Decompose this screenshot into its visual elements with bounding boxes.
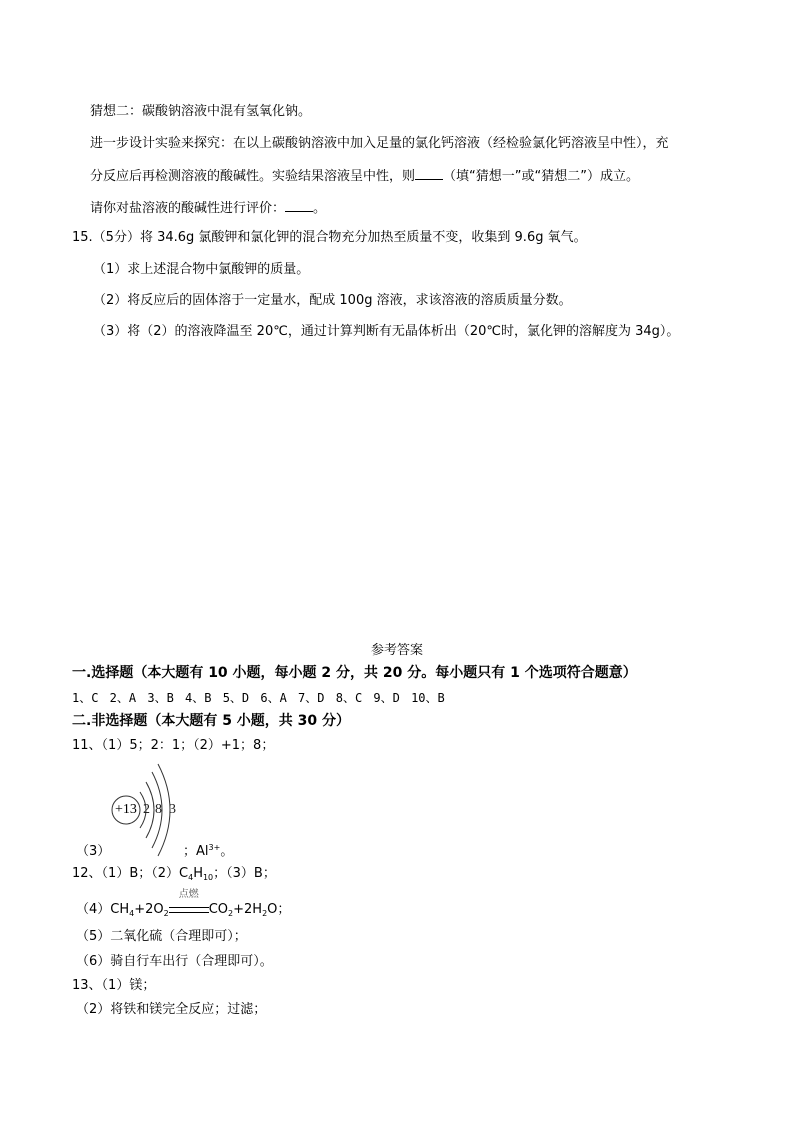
eq-o2: +2O	[134, 902, 164, 917]
q12-sub-4: 4	[188, 873, 194, 882]
eq-sub: 2	[163, 909, 169, 918]
q11-line1: 11、（1）5；2：1；（2）+1；8；	[72, 738, 275, 753]
condition-text: 点燃	[178, 889, 199, 900]
eq-h: +2H	[233, 902, 263, 917]
q11-line3	[76, 844, 110, 860]
evaluate-blank[interactable]	[285, 199, 313, 212]
q11-part3-label: （3）	[76, 844, 111, 859]
hypothesis-two: 猜想二：碳酸钠溶液中混有氢氧化钠。	[90, 104, 312, 119]
q11-ion-charge: 3+	[208, 843, 221, 852]
q13-part1: 13、（1）镁；	[72, 978, 156, 993]
section-1-answers: 1、C 2、A 3、B 4、B 5、D 6、A 7、D 8、C 9、D 10、B	[72, 691, 445, 705]
q12-text-c: ；（3）B；	[213, 866, 276, 881]
shell-1-electrons: 2	[143, 802, 150, 817]
evaluate-prompt	[90, 199, 326, 217]
evaluate-period: 。	[313, 201, 327, 216]
question-15-stem: 15.（5分）将 34.6g 氯酸钾和氯化钾的混合物充分加热至质量不变，收集到 9.6g 氧气。	[72, 230, 587, 245]
q12-part6: （6）骑自行车出行（合理即可）。	[76, 954, 273, 969]
q11-ion	[183, 844, 233, 860]
eq-sub: 2	[262, 909, 268, 918]
q13-part2: （2）将铁和镁完全反应；过滤；	[76, 1002, 267, 1017]
eq-sub: 4	[129, 909, 135, 918]
q12-part5: （5）二氧化硫（合理即可）；	[76, 929, 247, 944]
q11-ion-text: ；Al	[183, 844, 209, 859]
evaluate-text: 请你对盐溶液的酸碱性进行评价：	[90, 201, 286, 216]
further-line2-text-b: （填“猜想一”或“猜想二”）成立。	[443, 169, 639, 184]
aluminum-atom-structure-diagram	[100, 762, 190, 858]
eq-co: CO	[208, 902, 229, 917]
further-experiment-line2	[90, 167, 639, 185]
reaction-condition	[169, 889, 209, 913]
eq-ch: （4）CH	[76, 902, 130, 917]
answers-title: 参考答案	[370, 643, 423, 658]
q12-text-b: H	[193, 866, 203, 881]
question-15-part-2: （2）将反应后的固体溶于一定量水，配成 100g 溶液，求该溶液的溶质质量分数。	[93, 293, 572, 308]
further-line2-text-a: 分反应后再检测溶液的酸碱性。实验结果溶液呈中性，则	[90, 169, 416, 184]
nucleus-charge: +13	[115, 802, 137, 817]
section-1-heading: 一.选择题（本大题有 10 小题，每小题 2 分，共 20 分。每小题只有 1 个选项符合题意）	[72, 665, 637, 681]
q12-part4-equation	[76, 889, 291, 918]
q11-period: 。	[220, 844, 234, 859]
q12-sub-10: 10	[202, 873, 214, 882]
eq-sub: 2	[228, 909, 234, 918]
shell-2-electrons: 8	[155, 802, 162, 817]
eq-o-end: O；	[267, 902, 291, 917]
q12-text-a: 12、（1）B；（2）C	[72, 866, 189, 881]
double-line-arrow	[169, 907, 209, 913]
further-experiment-line1: 进一步设计实验来探究：在以上碳酸钠溶液中加入足量的氯化钙溶液（经检验氯化钙溶液呈中性），充	[90, 136, 669, 151]
shell-3-electrons: 3	[169, 802, 176, 817]
answer-blank[interactable]	[415, 167, 443, 180]
question-15-part-3: （3）将（2）的溶液降温至 20℃，通过计算判断有无晶体析出（20℃时，氯化钾的溶解度为 34g）。	[93, 324, 680, 339]
question-15-part-1: （1）求上述混合物中氯酸钾的质量。	[93, 262, 310, 277]
section-2-heading: 二.非选择题（本大题有 5 小题，共 30 分）	[72, 713, 351, 729]
q12-line1	[72, 866, 276, 882]
